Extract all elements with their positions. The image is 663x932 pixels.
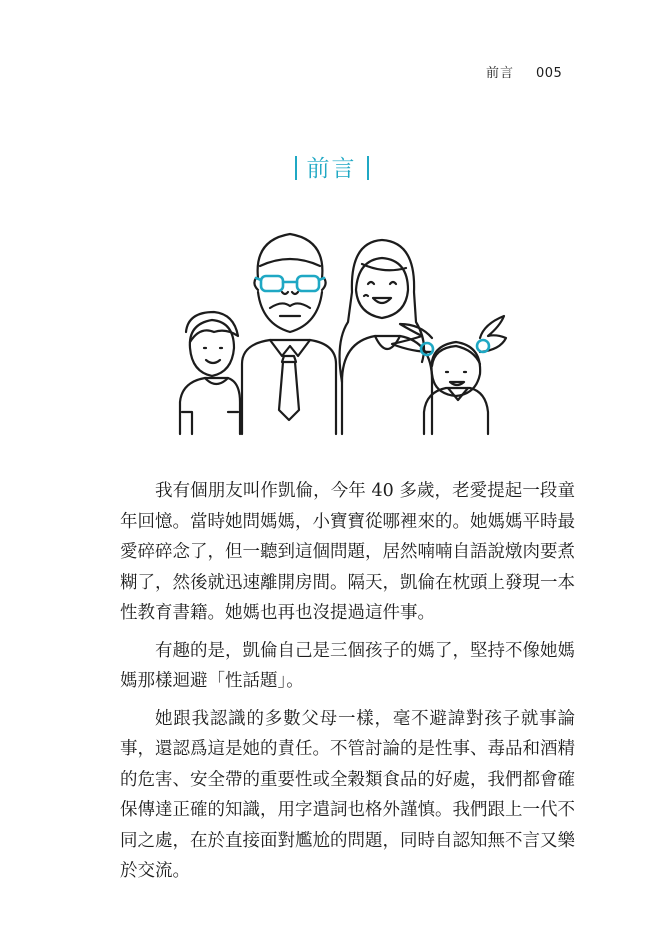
boy-figure (180, 312, 240, 434)
running-header (486, 62, 562, 81)
body-text (120, 476, 575, 894)
chapter-heading (0, 150, 663, 183)
family-illustration (170, 212, 510, 446)
father-glasses (256, 276, 324, 291)
title-left-bar (295, 156, 297, 180)
father-figure (242, 234, 336, 434)
paragraph: 她跟我認識的多數父母一樣，毫不避諱對孩子就事論事，還認爲這是她的責任。不管討論的是性事、毒品和酒精的危害、安全帶的重要性或全穀類食品的好處，我們都會確保傳達正確的知識，用字遣詞也格外謹慎。我們跟上一代不同之處，在於直接面對尷尬的問題，同時自認知無不言又樂於交流。 (120, 708, 575, 881)
chapter-title: 前言 (306, 156, 357, 182)
running-header-title: 前言 (486, 66, 515, 81)
title-right-bar (367, 156, 369, 180)
paragraph: 我有個朋友叫作凱倫，今年 40 多歲，老愛提起一段童年回憶。當時她問媽媽，小寶寶從哪裡來的。她媽媽平時最愛碎碎念了，但一聽到這個問題，居然喃喃自語說燉肉要煮糊了，然後就迅速離開房間。隔天，凱倫在枕頭上發現一本性教育書籍。她媽也再也沒提過這件事。 (120, 481, 575, 623)
paragraph: 有趣的是，凱倫自己是三個孩子的媽了，堅持不像她媽媽那樣迴避「性話題」。 (120, 640, 575, 691)
girl-figure (392, 316, 506, 434)
page-number: 005 (536, 66, 563, 81)
